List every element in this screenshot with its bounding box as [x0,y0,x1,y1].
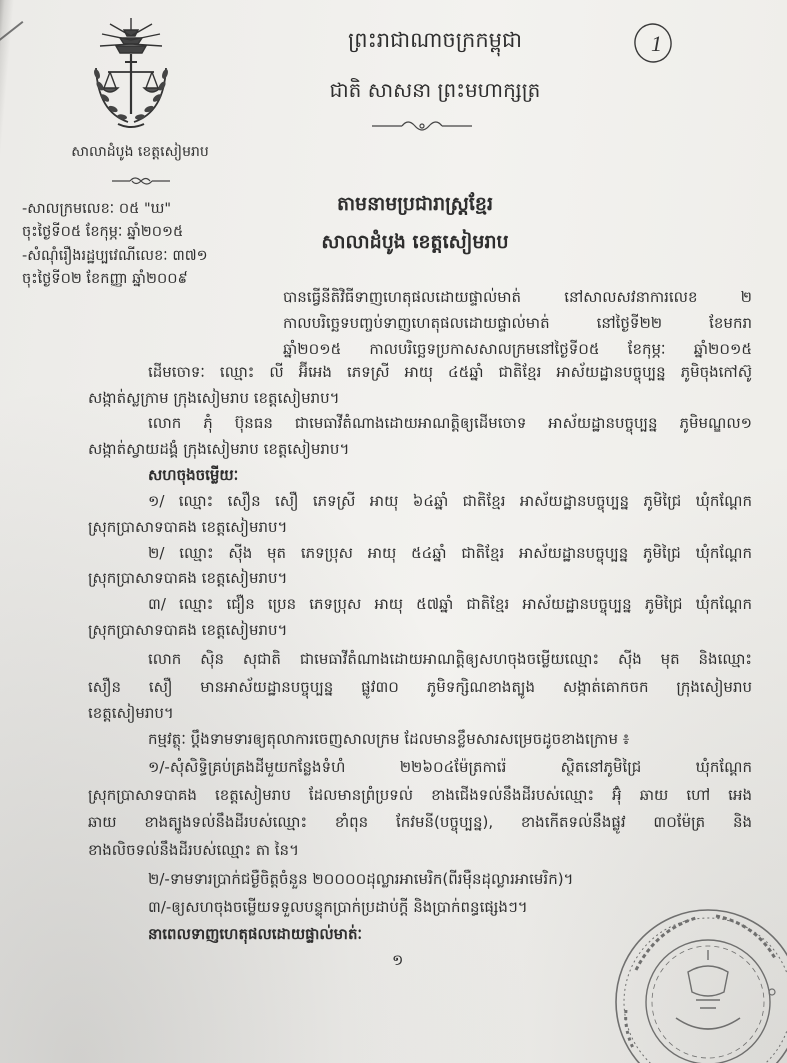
page-number: ១ [392,951,404,969]
stamp-seal-icon [596,900,787,1063]
case-file-date: ចុះថ្ងៃទី០២ ខែកញ្ញា ឆ្នាំ២០០៩ [22,271,188,287]
claim-line: ស្រុកប្រាសាទបាគង ខេត្តសៀមរាប ដែលមានព្រំប្រទល់ ខាងជើងទល់នឹងដីរបស់ឈ្មោះ អ៊ុំ ឆាយ ហៅ អេង [88,786,752,804]
claim-line: ១/-សុំសិទ្ធិគ្រប់គ្រងដីមួយកន្លែងទំហំ ២២៦០៤ម៉ែត្រការ៉េ ស្ថិតនៅភូមិជ្រៃ ឃុំកណ្តែក [148,758,752,776]
claim-line: ២/-ទាមទារប្រាក់ជម្ងឺចិត្តចំនួន ២០០០០ដុល្លារអាមេរិក(ពីរម៉ឺនដុល្លារអាមេរិក)។ [148,870,574,888]
hearing-line: ឆ្នាំ២០១៥ កាលបរិច្ឆេទប្រកាសសាលក្រមនៅថ្ងៃទី០៥ ខែកុម្ភៈ ឆ្នាំ២០១៥ [283,340,752,358]
title-in-the-name: តាមនាមប្រជារាស្ត្រខ្មែរ [336,193,494,215]
defendant-line: ស្រុកប្រាសាទបាគង ខេត្តសៀមរាប។ [88,518,288,536]
defendant-line: ១/ ឈ្មោះ សឿន សឿ ភេទស្រី អាយុ ៦៤ឆ្នាំ ជាតិខ្មែរ អាស័យដ្ឋានបច្ចុប្បន្ន ភូមិជ្រៃ ឃុំកណ្តែក [148,492,752,510]
court-emblem-icon [88,16,174,132]
plaintiff-lawyer-line: សង្កាត់ស្វាយដង្គំ ក្រុងសៀមរាប ខេត្តសៀមរាប។ [88,440,350,458]
plaintiff-lawyer-line: លោក ភុំ ប៊ុនធន ជាមេធាវីតំណាងដោយអាណត្តិឲ្យដើមចោទ អាស័យដ្ឋានបច្ចុប្បន្ន ភូមិមណ្ឌល១ [148,414,752,432]
defendant-line: ស្រុកប្រាសាទបាគង ខេត្តសៀមរាប។ [88,621,288,639]
defendant-lawyer-line: ខេត្តសៀមរាប។ [88,704,174,722]
subject-line: កម្មវត្ថុៈ ប្តឹងទាមទារឲ្យតុលាការចេញសាលក្រម ដែលមានខ្លឹមសារសម្រេចដូចខាងក្រោម ៖ [148,730,630,748]
hearing-line: កាលបរិច្ឆេទបញ្ចប់ទាញហេតុផលដោយផ្ទាល់មាត់ នៅថ្ងៃទី២២ ខែមករា [283,314,752,332]
judgment-number: -សាលក្រមលេខៈ ០៥ "ឃ" [22,201,172,217]
plaintiff-line: ដើមចោទៈ ឈ្មោះ លី អ៊ីអេង ភេទស្រី អាយុ ៤៥ឆ្នាំ ជាតិខ្មែរ អាស័យដ្ឋានបច្ចុប្បន្ន ភូមិចុងកៅស៊ូ [148,363,752,381]
co-defendants-heading: សហចុងចម្លើយៈ [148,466,239,484]
ornament-icon [370,116,474,136]
emblem-caption: សាលាដំបូង ខេត្តសៀមរាប [71,144,209,160]
defendant-line: ៣/ ឈ្មោះ ជឿន ប្រេន ភេទប្រុស អាយុ ៥៧ឆ្នាំ ជាតិខ្មែរ អាស័យដ្ឋានបច្ចុប្បន្ន ភូមិជ្រៃ ឃុំកណ្តែក [148,595,752,613]
paper-edge-mark [0,21,23,41]
claim-line: ខាងលិចទល់នឹងដីរបស់ឈ្មោះ តា នៃ។ [88,841,299,859]
defendant-lawyer-line: សឿន សឿ មានអាស័យដ្ឋានបច្ចុប្បន្ន ផ្លូវ៣០ ភូមិទក្សិណខាងត្បូង សង្កាត់គោកចក ក្រុងសៀមរាប [88,678,752,696]
kingdom-heading: ព្រះរាជាណាចក្រកម្ពុជា [347,28,522,52]
national-motto: ជាតិ សាសនា ព្រះមហាក្សត្រ [329,78,541,102]
claim-line: ឆាយ ខាងត្បូងទល់នឹងដីរបស់ឈ្មោះ ខាំពុន កែវមនី(បច្ចុប្បន្ន), ខាងកើតទល់នឹងផ្លូវ ៣០ម៉ែត្រ និង [88,813,752,831]
defendant-lawyer-line: លោក ស៊ិន សុជាតិ ជាមេធាវីតំណាងដោយអាណត្តិឲ្យសហចុងចម្លើយឈ្មោះ ស៊ីង មុត និងឈ្មោះ [148,650,752,668]
title-court: សាលាដំបូង ខេត្តសៀមរាប [321,231,509,253]
hearing-line: បានធ្វើនីតិវិធីទាញហេតុផលដោយផ្ទាល់មាត់ នៅសាលសវនាការលេខ ២ [283,288,752,306]
claim-line: ៣/-ឲ្យសហចុងចម្លើយទទួលបន្ទុកប្រាក់ប្រដាប់ក្តី និងប្រាក់ពន្ធផ្សេងៗ។ [148,898,528,916]
handwritten-page-mark [630,20,676,66]
oral-argument-heading: នាពេលទាញហេតុផលដោយផ្ទាល់មាត់ៈ [148,925,363,943]
judgment-date: ចុះថ្ងៃទី០៥ ខែកុម្ភៈ ឆ្នាំ២០១៥ [22,224,184,240]
case-file-number: -សំណុំរឿងរដ្ឋប្បវេណីលេខៈ ៣៧១ [22,248,208,264]
defendant-line: ស្រុកប្រាសាទបាគង ខេត្តសៀមរាប។ [88,569,288,587]
defendant-line: ២/ ឈ្មោះ ស៊ីង មុត ភេទប្រុស អាយុ ៥៤ឆ្នាំ ជាតិខ្មែរ អាស័យដ្ឋានបច្ចុប្បន្ន ភូមិជ្រៃ ឃុំកណ្តែក [148,544,752,562]
plaintiff-line: សង្កាត់ស្លក្រាម ក្រុងសៀមរាប ខេត្តសៀមរាប។ [88,389,340,407]
svg-text:1: 1 [651,31,662,56]
ornament-icon [110,173,172,189]
